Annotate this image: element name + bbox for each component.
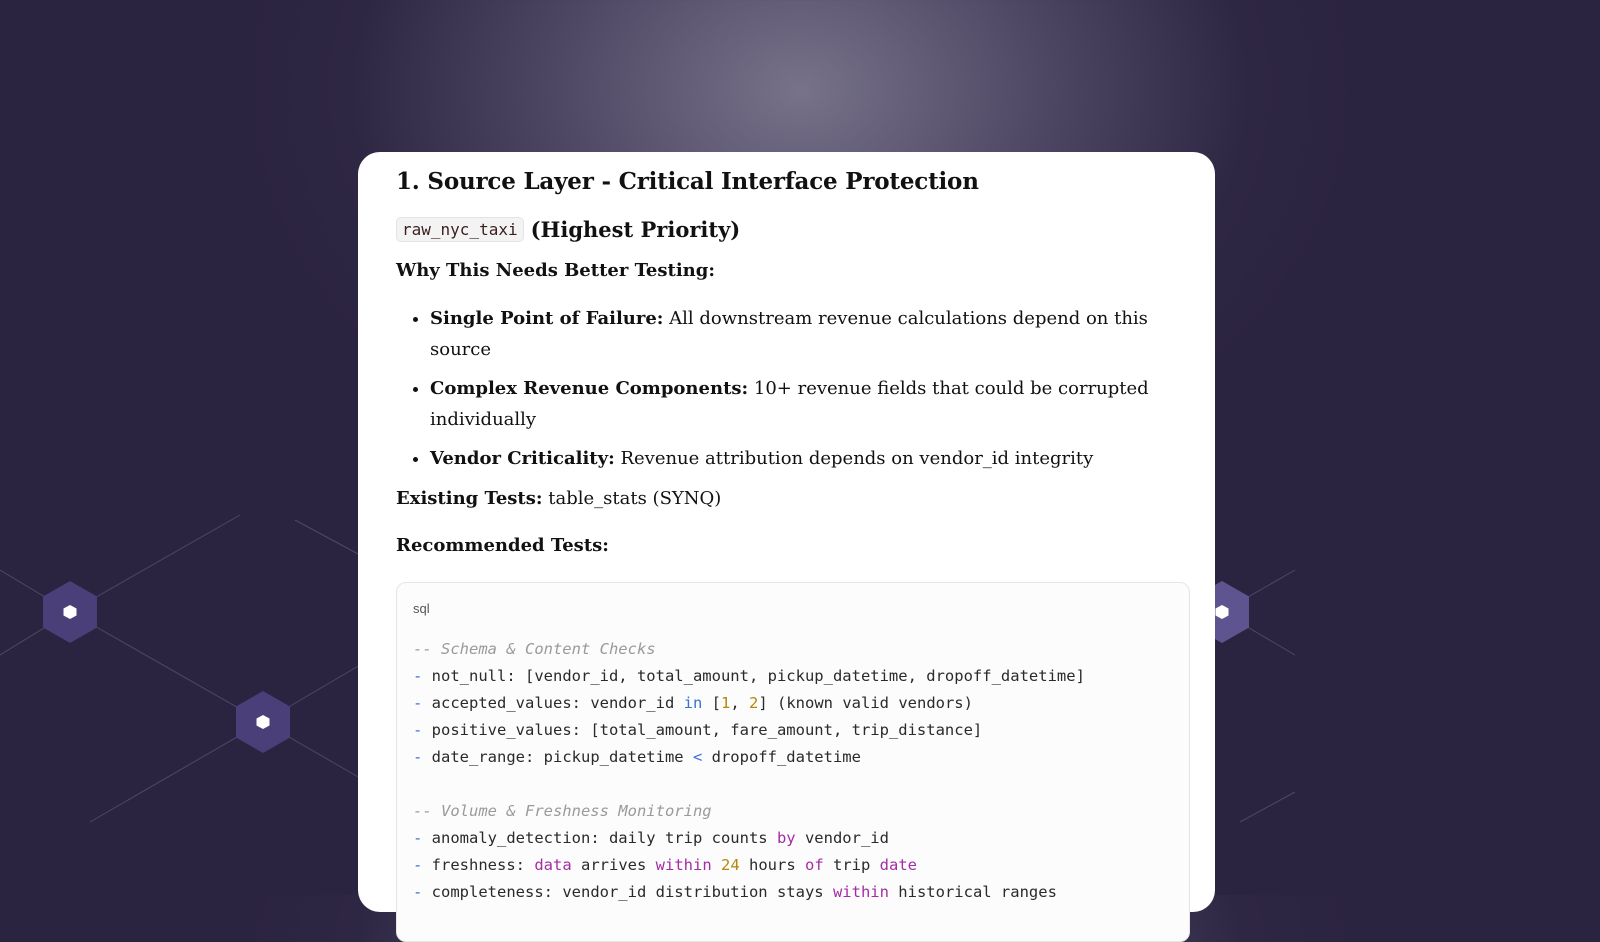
reasons-list [396, 303, 1191, 474]
code-token: hours [739, 856, 805, 874]
code-token: - [413, 667, 423, 685]
document-card [358, 152, 1215, 912]
priority-label: (Highest Priority) [530, 217, 741, 242]
list-item [430, 443, 1191, 474]
code-line [413, 717, 1173, 744]
code-token: by [776, 829, 796, 847]
code-token: date_range: pickup_datetime [422, 748, 693, 766]
code-token: - [413, 694, 423, 712]
source-heading [396, 217, 1191, 242]
list-item [430, 303, 1191, 365]
code-line [413, 852, 1173, 879]
recommended-heading-label: Recommended Tests: [396, 535, 609, 556]
code-token: 1 [720, 694, 731, 712]
reason-label: Vendor Criticality: [430, 448, 615, 469]
code-lines [413, 636, 1173, 906]
code-line [413, 879, 1173, 906]
code-token: not_null: [vendor_id, total_amount, pickup_datetime, dropoff_datetime] [422, 667, 1085, 685]
source-name-code: raw_nyc_taxi [396, 217, 524, 242]
code-token: - [413, 829, 423, 847]
code-line [413, 690, 1173, 717]
code-line [413, 825, 1173, 852]
recommended-heading [396, 535, 1191, 556]
code-token: positive_values: [total_amount, fare_amount, trip_distance] [422, 721, 983, 739]
code-token: < [692, 748, 703, 766]
code-token: freshness: [422, 856, 535, 874]
code-token: arrives [571, 856, 656, 874]
code-token: dropoff_datetime [702, 748, 861, 766]
code-line [413, 771, 1173, 798]
code-token: - [413, 883, 423, 901]
why-heading: Why This Needs Better Testing: [396, 260, 715, 281]
code-block[interactable] [396, 582, 1190, 942]
code-token: - [413, 721, 423, 739]
code-token: trip [823, 856, 880, 874]
existing-tests [396, 488, 1191, 509]
code-line [413, 663, 1173, 690]
code-token: ] (known valid vendors) [758, 694, 973, 712]
code-token: within [832, 883, 889, 901]
code-comment: -- Volume & Freshness Monitoring [413, 802, 712, 820]
code-language-label: sql [413, 601, 430, 616]
reason-label: Single Point of Failure: [430, 308, 664, 329]
list-item [430, 373, 1191, 435]
code-token: of [805, 856, 824, 874]
code-token: data [534, 856, 572, 874]
reason-text: All downstream revenue calculations depend on this source [430, 308, 1148, 360]
code-token: - [413, 748, 423, 766]
code-token: - [413, 856, 423, 874]
existing-tests-label: Existing Tests: [396, 488, 543, 509]
code-token: date [879, 856, 917, 874]
code-line [413, 744, 1173, 771]
code-token: anomaly_detection: daily trip counts [422, 829, 777, 847]
code-token: within [655, 856, 712, 874]
hexagon-node-bottom [236, 691, 290, 753]
code-token: 2 [749, 694, 759, 712]
code-token: [ [702, 694, 721, 712]
existing-tests-value: table_stats (SYNQ) [542, 488, 722, 509]
code-token: completeness: vendor_id distribution stays [422, 883, 833, 901]
reason-text: 10+ revenue fields that could be corrupted individually [430, 378, 1149, 430]
section-title: 1. Source Layer - Critical Interface Protection [396, 168, 979, 195]
code-comment: -- Schema & Content Checks [413, 640, 656, 658]
code-token: historical ranges [888, 883, 1057, 901]
code-token: , [730, 694, 749, 712]
code-line [413, 798, 1173, 825]
code-token: vendor_id [795, 829, 889, 847]
code-token: in [683, 694, 703, 712]
code-token: accepted_values: vendor_id [422, 694, 684, 712]
code-token [712, 856, 721, 874]
reason-text: Revenue attribution depends on vendor_id integrity [614, 448, 1094, 469]
reason-label: Complex Revenue Components: [430, 378, 749, 399]
code-token: 24 [721, 856, 740, 874]
hexagon-node-left [43, 581, 97, 643]
code-line [413, 636, 1173, 663]
